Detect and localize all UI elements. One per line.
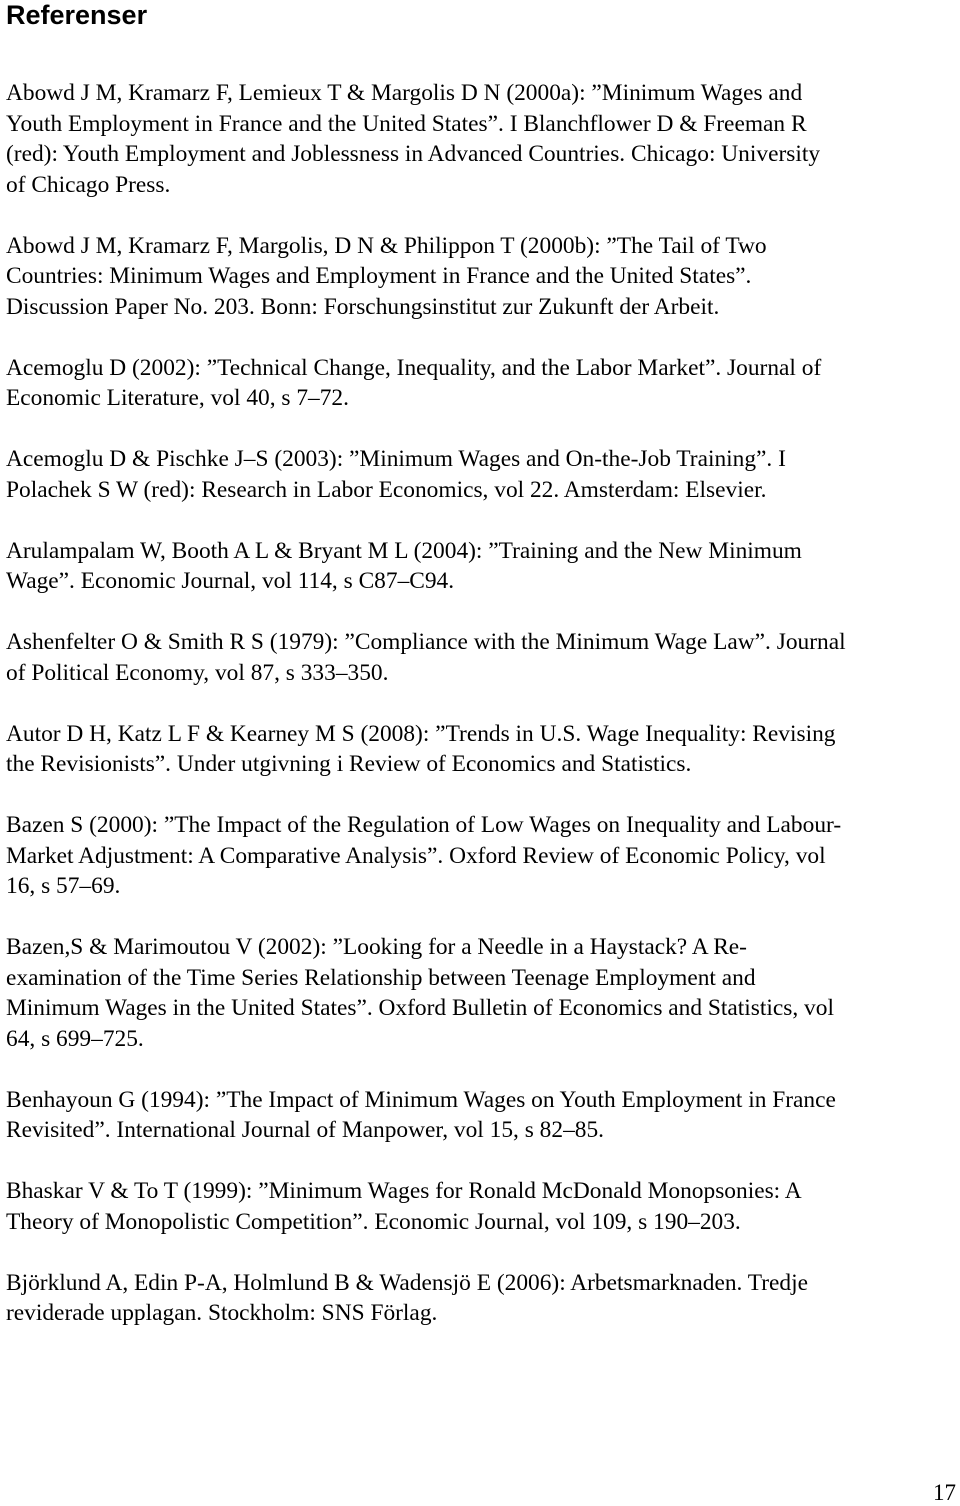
reference-line: Youth Employment in France and the United States”. I Blanchflower D & Freeman R (6, 110, 807, 137)
reference-line: (red): Youth Employment and Joblessness in Advanced Countries. Chicago: University (6, 141, 821, 167)
reference-entry (6, 536, 956, 597)
reference-line: examination of the Time Series Relationship between Teenage Employment and (6, 964, 756, 991)
reference-line: 64, s 699–725. (6, 1025, 144, 1052)
reference-line: Bazen S (2000): ”The Impact of the Regulation of Low Wages on Inequality and Labour- (6, 812, 842, 838)
reference-entry (6, 353, 956, 414)
reference-list (6, 78, 956, 1359)
reference-line: Acemoglu D (2002): ”Technical Change, Inequality, and the Labor Market”. Journal of (6, 354, 822, 381)
reference-line: Revisited”. International Journal of Manpower, vol 15, s 82–85. (6, 1117, 605, 1143)
reference-line: Countries: Minimum Wages and Employment in France and the United States”. (6, 263, 752, 289)
reference-line: Autor D H, Katz L F & Kearney M S (2008): ”Trends in U.S. Wage Inequality: Revising (6, 720, 836, 747)
reference-line: Benhayoun G (1994): ”The Impact of Minimum Wages on Youth Employment in France (6, 1086, 836, 1113)
reference-line: Ashenfelter O & Smith R S (1979): ”Compliance with the Minimum Wage Law”. Journal (6, 629, 846, 655)
reference-line: Björklund A, Edin P-A, Holmlund B & Wadensjö E (2006): Arbetsmarknaden. Tredje (6, 1269, 809, 1296)
reference-entry (6, 78, 956, 200)
reference-line: Arulampalam W, Booth A L & Bryant M L (2004): ”Training and the New Minimum (6, 537, 802, 564)
reference-entry (6, 932, 956, 1054)
reference-line: Economic Literature, vol 40, s 7–72. (6, 385, 349, 411)
reference-line: 16, s 57–69. (6, 873, 121, 899)
reference-entry (6, 810, 956, 902)
reference-entry (6, 1085, 956, 1146)
reference-entry (6, 444, 956, 505)
page-number: 17 (933, 1480, 956, 1505)
reference-line: Polachek S W (red): Research in Labor Economics, vol 22. Amsterdam: Elsevier. (6, 476, 767, 503)
reference-line: Abowd J M, Kramarz F, Lemieux T & Margolis D N (2000a): ”Minimum Wages and (6, 80, 803, 106)
page-heading: Referenser (6, 0, 148, 30)
reference-line: of Political Economy, vol 87, s 333–350. (6, 659, 389, 686)
reference-line: of Chicago Press. (6, 171, 171, 198)
reference-entry (6, 627, 956, 688)
reference-entry (6, 231, 956, 323)
reference-line: Abowd J M, Kramarz F, Margolis, D N & Philippon T (2000b): ”The Tail of Two (6, 232, 767, 259)
reference-line: Bhaskar V & To T (1999): ”Minimum Wages for Ronald McDonald Monopsonies: A (6, 1178, 802, 1204)
reference-entry (6, 1176, 956, 1237)
reference-line: Market Adjustment: A Comparative Analysis”. Oxford Review of Economic Policy, vol (6, 842, 826, 869)
reference-entry (6, 719, 956, 780)
reference-line: Wage”. Economic Journal, vol 114, s C87–C94. (6, 568, 455, 594)
reference-line: Bazen,S & Marimoutou V (2002): ”Looking for a Needle in a Haystack? A Re- (6, 934, 747, 960)
reference-line: Discussion Paper No. 203. Bonn: Forschungsinstitut zur Zukunft der Arbeit. (6, 293, 720, 320)
reference-line: reviderade upplagan. Stockholm: SNS Förlag. (6, 1300, 438, 1326)
reference-entry (6, 1268, 956, 1329)
reference-line: the Revisionists”. Under utgivning i Review of Economics and Statistics. (6, 751, 692, 777)
reference-line: Theory of Monopolistic Competition”. Economic Journal, vol 109, s 190–203. (6, 1208, 741, 1235)
reference-line: Minimum Wages in the United States”. Oxford Bulletin of Economics and Statistics, vol (6, 995, 834, 1021)
reference-line: Acemoglu D & Pischke J–S (2003): ”Minimum Wages and On-the-Job Training”. I (6, 446, 786, 472)
